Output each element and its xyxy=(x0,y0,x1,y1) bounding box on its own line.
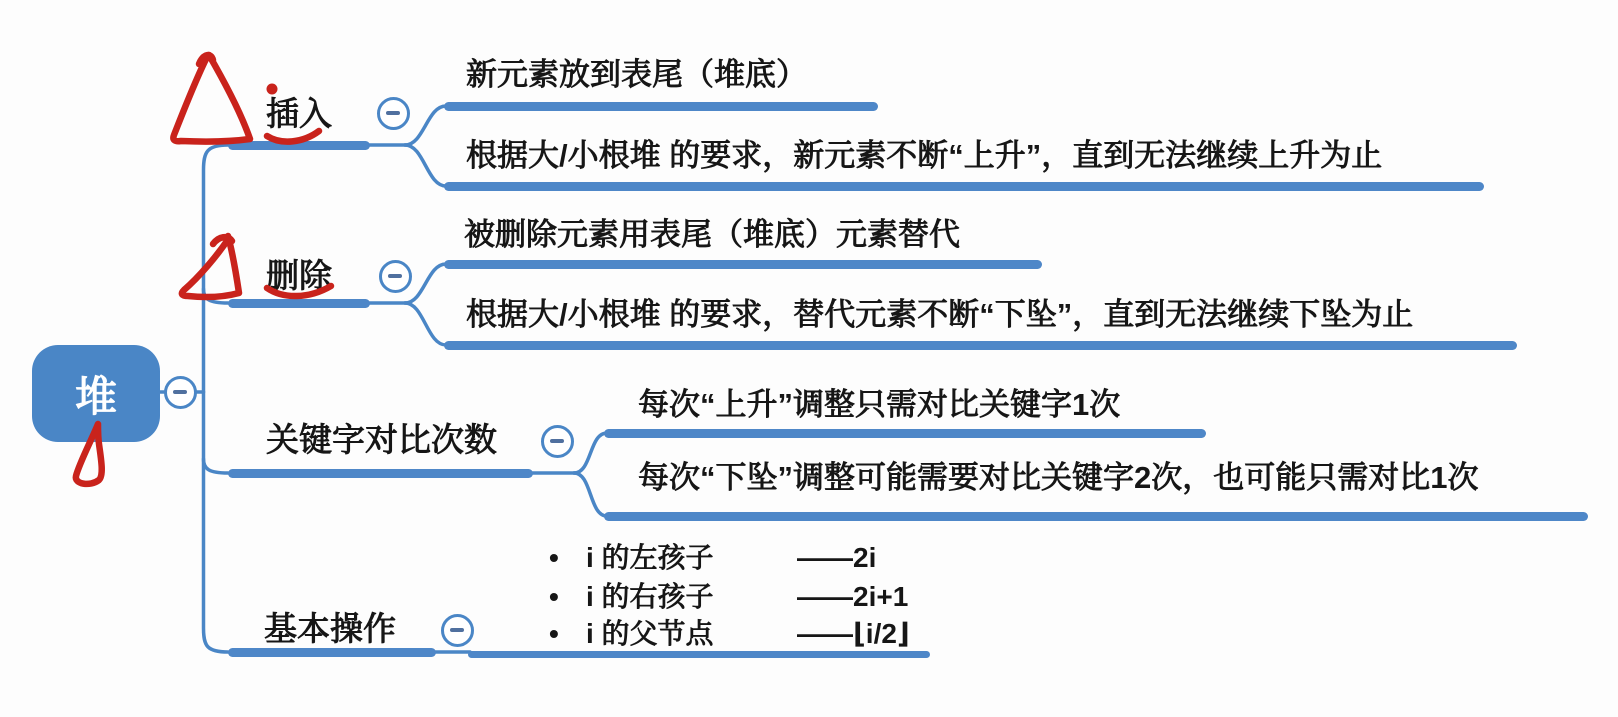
bullet-icon: • xyxy=(549,618,559,649)
list-item-formula: ——⌊i/2⌋ xyxy=(797,618,910,649)
red-underline-insert xyxy=(267,131,319,142)
subtopic-insert-child1[interactable]: 新元素放到表尾（堆底） xyxy=(466,57,807,92)
red-underline-delete xyxy=(267,286,331,296)
red-scribble-under-root xyxy=(76,424,102,484)
list-item-formula: ——2i+1 xyxy=(797,581,909,612)
topic-key-comparisons[interactable]: 关键字对比次数 xyxy=(266,421,497,458)
subtopic-insert-child2[interactable]: 根据大/小根堆 的要求，新元素不断“上升”，直到无法继续上升为止 xyxy=(466,138,1383,173)
list-item-label: i 的右孩子 xyxy=(586,581,714,612)
list-item-label: i 的左孩子 xyxy=(586,542,714,573)
bullet-icon: • xyxy=(549,581,559,612)
subtopic-keycomp-child1[interactable]: 每次“上升”调整只需对比关键字1次 xyxy=(638,387,1121,422)
bullet-icon: • xyxy=(549,542,559,573)
topic-basic-ops[interactable]: 基本操作 xyxy=(264,610,396,647)
root-label: 堆 xyxy=(74,372,117,420)
subtopic-delete-child2[interactable]: 根据大/小根堆 的要求，替代元素不断“下坠”，直到无法继续下坠为止 xyxy=(466,297,1414,332)
list-item-label: i 的父节点 xyxy=(586,618,714,649)
topic-delete[interactable]: 删除 xyxy=(266,257,332,294)
subtopic-delete-child1[interactable]: 被删除元素用表尾（堆底）元素替代 xyxy=(464,217,960,252)
red-dot-above-insert xyxy=(267,84,278,95)
red-triangle-check-insert xyxy=(173,55,250,142)
topic-insert[interactable]: 插入 xyxy=(266,95,332,132)
subtopic-keycomp-child2[interactable]: 每次“下坠”调整可能需要对比关键字2次，也可能只需对比1次 xyxy=(638,460,1479,495)
list-item-formula: ——2i xyxy=(797,542,877,573)
